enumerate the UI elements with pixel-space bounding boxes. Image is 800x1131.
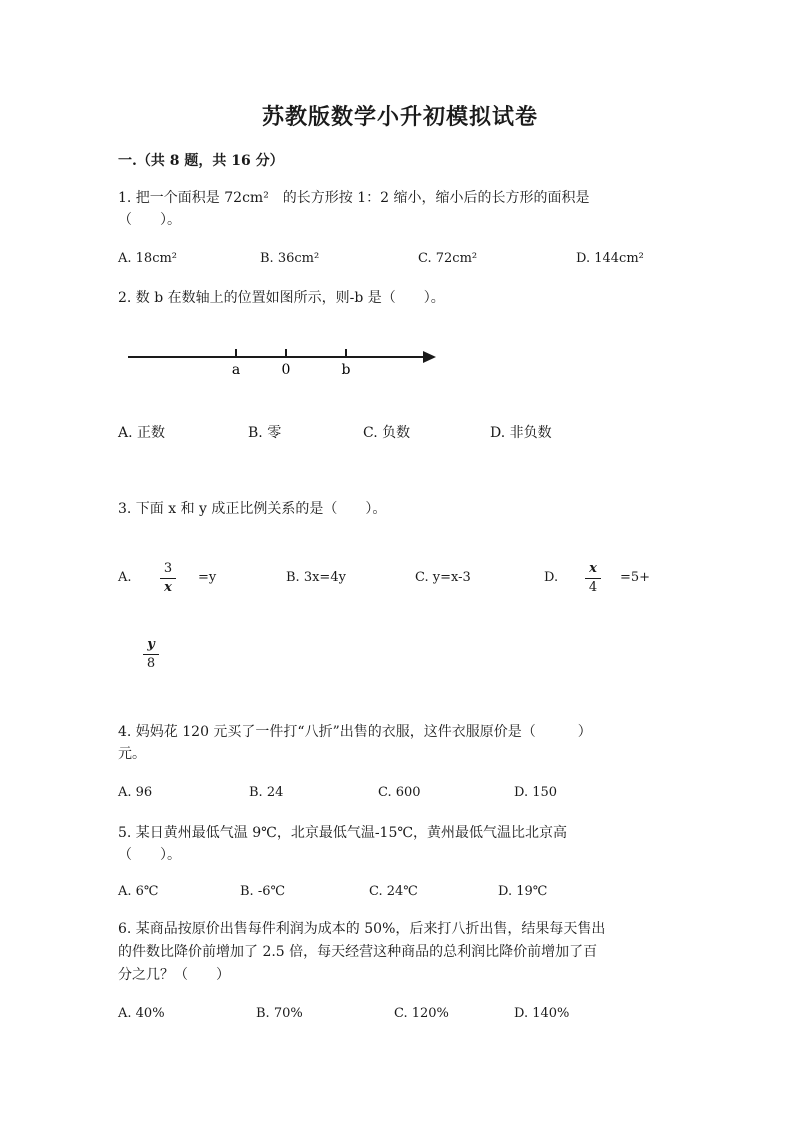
question-6-text-cont-1: 的件数比降价前增加了 2.5 倍，每天经营这种商品的总利润比降价前增加了百 — [118, 944, 598, 960]
fraction-denominator: 8 — [146, 656, 156, 671]
question-3-option-a-rest: =y — [198, 570, 217, 585]
fraction-numerator: y — [147, 637, 155, 652]
question-3-text: 3. 下面 x 和 y 成正比例关系的是（ ）。 — [118, 501, 387, 517]
question-2-option-b[interactable]: B. 零 — [248, 425, 282, 441]
question-5-option-d[interactable]: D. 19℃ — [498, 884, 548, 899]
question-1-option-a[interactable]: A. 18cm² — [118, 251, 178, 266]
page-title: 苏教版数学小升初模拟试卷 — [261, 104, 538, 130]
question-2-text: 2. 数 b 在数轴上的位置如图所示，则-b 是（ ）。 — [118, 290, 445, 306]
question-2-option-c[interactable]: C. 负数 — [363, 425, 411, 441]
question-4-text-cont: 元。 — [118, 746, 146, 762]
section-heading: 一.（共 8 题，共 16 分） — [118, 153, 284, 169]
tick-label-a: a — [231, 362, 241, 378]
question-6-option-a[interactable]: A. 40% — [118, 1006, 165, 1021]
question-3-option-b[interactable]: B. 3x=4y — [286, 570, 346, 585]
question-6-option-c[interactable]: C. 120% — [394, 1006, 449, 1021]
question-5-option-c[interactable]: C. 24℃ — [369, 884, 418, 899]
question-4-text: 4. 妈妈花 120 元买了一件打“八折”出售的衣服，这件衣服原价是（ ） — [118, 724, 592, 740]
number-line-arrow — [423, 351, 436, 363]
question-1-option-b[interactable]: B. 36cm² — [260, 251, 320, 266]
question-4-option-d[interactable]: D. 150 — [514, 785, 558, 800]
question-5-option-b[interactable]: B. -6℃ — [240, 884, 286, 899]
number-line-figure — [120, 338, 450, 388]
question-5-text: 5. 某日黄州最低气温 9℃，北京最低气温-15℃，黄州最低气温比北京高 — [118, 825, 568, 841]
question-3-option-d-rest: =5+ — [620, 570, 651, 585]
question-3-option-d-label[interactable]: D. — [544, 570, 559, 585]
fraction-numerator: 3 — [163, 561, 173, 576]
question-1-option-c[interactable]: C. 72cm² — [418, 251, 478, 266]
question-3-option-d-fraction-1 — [585, 562, 601, 595]
question-6-option-d[interactable]: D. 140% — [514, 1006, 570, 1021]
question-4-option-a[interactable]: A. 96 — [118, 785, 153, 800]
question-1-option-d[interactable]: D. 144cm² — [576, 251, 644, 266]
fraction-numerator: x — [589, 561, 597, 576]
question-3-option-c[interactable]: C. y=x-3 — [415, 570, 471, 585]
tick-label-b: b — [341, 362, 351, 378]
fraction-bar — [585, 578, 601, 579]
fraction-denominator: 4 — [588, 580, 598, 595]
question-5-text-cont: （ ）。 — [118, 847, 181, 863]
question-5-option-a[interactable]: A. 6℃ — [118, 884, 159, 899]
question-6-text-cont-2: 分之几？（ ） — [118, 967, 230, 983]
question-3-option-a-fraction — [160, 562, 176, 595]
question-4-option-c[interactable]: C. 600 — [378, 785, 421, 800]
tick-label-zero: 0 — [281, 362, 291, 378]
fraction-denominator: x — [164, 580, 172, 595]
question-6-text: 6. 某商品按原价出售每件利润为成本的 50%，后来打八折出售，结果每天售出 — [118, 921, 606, 937]
question-3-option-d-fraction-2 — [143, 638, 159, 671]
fraction-bar — [160, 578, 176, 579]
question-2-option-a[interactable]: A. 正数 — [118, 425, 166, 441]
question-1-text-cont: （ ）。 — [118, 212, 181, 228]
question-4-option-b[interactable]: B. 24 — [249, 785, 284, 800]
question-2-option-d[interactable]: D. 非负数 — [490, 425, 552, 441]
question-1-text: 1. 把一个面积是 72cm² 的长方形按 1：2 缩小，缩小后的长方形的面积是 — [118, 190, 590, 206]
fraction-bar — [143, 654, 159, 655]
question-3-option-a-label[interactable]: A. — [118, 570, 132, 585]
question-6-option-b[interactable]: B. 70% — [256, 1006, 303, 1021]
